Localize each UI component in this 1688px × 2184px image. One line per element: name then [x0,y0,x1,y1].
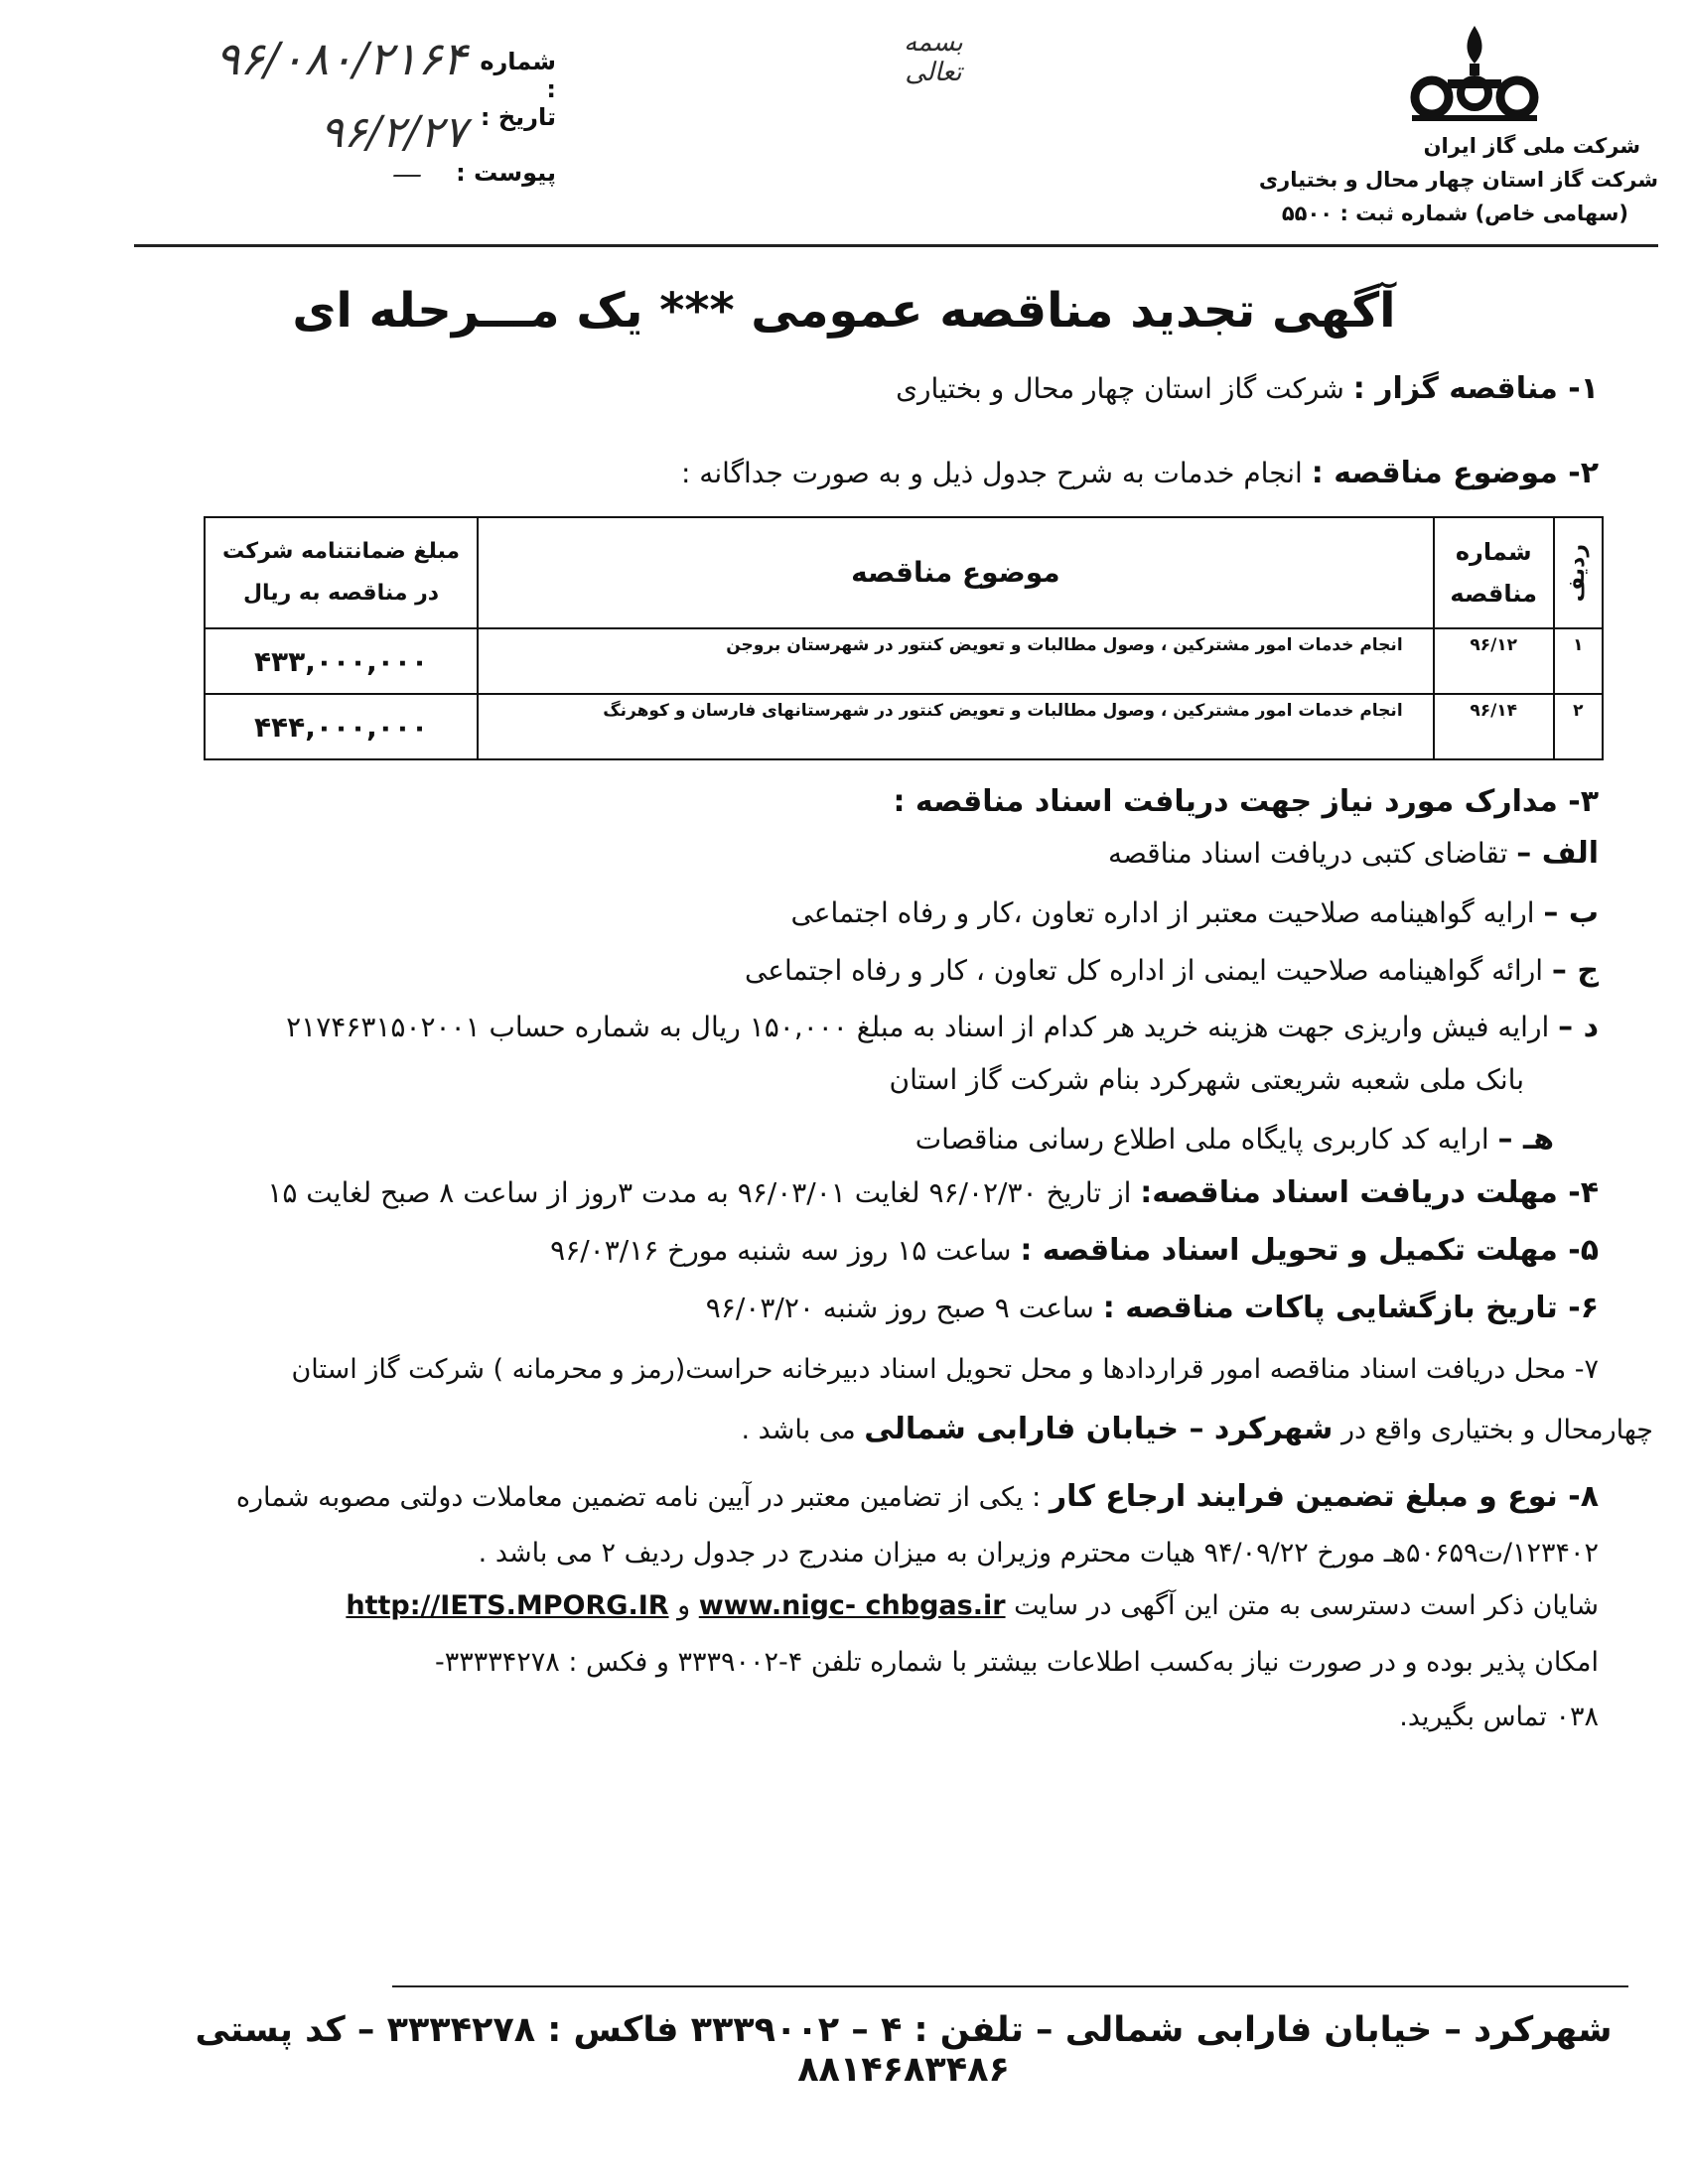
note-text-a: شایان ذکر است دسترسی به متن این آگهی در سایت [1005,1590,1599,1621]
doc-alef [298,834,1599,874]
doc-he-text: ارایه کد کاربری پایگاه ملی اطلاع رسانی مناقصات [914,1123,1498,1156]
item-5-text: ساعت ۱۵ روز سه شنبه مورخ ۹۶/۰۳/۱۶ [550,1234,1021,1267]
doc-be [298,893,1599,933]
doc-dal-text-1: ارایه فیش واریزی جهت هزینه خرید هر کدام از اسناد به مبلغ ۱۵۰,۰۰۰ ریال به شماره حساب ۲۱۷۴۶۳۱۵۰۲۰۰۱ [286,1011,1559,1043]
attachment-handwritten: — [392,157,422,192]
doc-he [298,1120,1554,1160]
cell-row-number: ۲ [1554,694,1603,759]
note-line-1 [223,1586,1599,1626]
footer-divider [392,1985,1628,1987]
site-link-nigc[interactable]: www.nigc- chbgas.ir [698,1590,1006,1621]
item-4 [258,1173,1599,1213]
table-row [205,628,1603,694]
note-line-2: امکان پذیر بوده و در صورت نیاز به‌کسب اطلاعات بیشتر با شماره تلفن ۴-۳۳۳۹۰۰۲ و فکس : ۳۳۳۳۴۲۷۸- [435,1647,1599,1678]
tender-table [204,516,1604,760]
cell-tender-number: ۹۶/۱۲ [1434,628,1554,694]
header-tender-number: شماره مناقصه [1434,517,1554,628]
date-handwritten: ۹۶/۲/۲۷ [320,107,467,158]
item-6 [298,1289,1599,1328]
item-8-line-1 [223,1477,1599,1518]
item-7-text-a: چهارمحال و بختیاری واقع در [1333,1415,1653,1445]
footer-contact: شهرکرد – خیابان فارابی شمالی – تلفن : ۴ – ۳۳۳۹۰۰۲ فاکس : ۳۳۳۴۲۷۸ – کد پستی ۸۸۱۴۶۸۳۴۸۶ [195,2010,1613,2090]
doc-he-lead: هـ – [1497,1122,1554,1157]
item-4-text: از تاریخ ۹۶/۰۲/۳۰ لغایت ۹۶/۰۳/۰۱ به مدت ۳روز از ساعت ۸ صبح لغایت ۱۵ [267,1176,1141,1209]
header-tender-subject: موضوع مناقصه [478,517,1434,628]
doc-jim-lead: ج – [1551,953,1599,988]
doc-be-text: ارایه گواهینامه صلاحیت معتبر از اداره تعاون ،کار و رفاه اجتماعی [790,896,1544,929]
item-8-text: : یکی از تضامین معتبر در آیین نامه تضمین معاملات دولتی مصوبه شماره [235,1482,1050,1513]
company-line-2: شرکت گاز استان چهار محال و بختیاری [1258,168,1658,192]
company-block [1092,129,1658,230]
item-1-lead: ۱- مناقصه گزار : [1352,371,1599,406]
note-and: و [668,1590,699,1621]
item-7-line-2 [298,1410,1653,1450]
item-6-lead: ۶- تاریخ بازگشایی پاکات مناقصه : [1102,1291,1599,1325]
doc-alef-lead: الف – [1516,836,1599,871]
cell-guarantee-amount: ۴۴۴,۰۰۰,۰۰۰ [205,694,478,759]
header-divider [134,244,1658,247]
item-1-text: شرکت گاز استان چهار محال و بختیاری [896,372,1353,405]
item-8-lead: ۸- نوع و مبلغ تضمین فرایند ارجاع کار [1049,1479,1599,1514]
item-2-text: انجام خدمات به شرح جدول ذیل و به صورت جداگانه : [680,457,1312,489]
item-6-text: ساعت ۹ صبح روز شنبه ۹۶/۰۳/۲۰ [705,1292,1103,1324]
basmala: بسمه تعالی [904,28,963,87]
item-4-lead: ۴- مهلت دریافت اسناد مناقصه: [1140,1175,1599,1210]
number-handwritten: ۹۶/۰۸۰/۲۱۶۴ [214,32,467,85]
page-title: آگهی تجدید مناقصه عمومی *** یک مـــرحله ای [292,283,1396,339]
item-2-lead: ۲- موضوع مناقصه : [1311,456,1599,490]
doc-alef-text: تقاضای کتبی دریافت اسناد مناقصه [1107,837,1517,870]
company-logo [1400,20,1549,129]
item-7-address: شهرکرد – خیابان فارابی شمالی [864,1412,1334,1446]
doc-be-lead: ب – [1543,895,1599,930]
item-8-line-2: ۱۲۳۴۰۲/ت۵۰۶۵۹هـ مورخ ۹۴/۰۹/۲۲ هیات محترم وزیران به میزان مندرج در جدول ردیف ۲ می باشد . [478,1538,1599,1569]
doc-jim [298,951,1599,991]
table-row [205,694,1603,759]
doc-dal-lead: د – [1558,1010,1599,1044]
site-link-iets[interactable]: http://IETS.MPORG.IR [346,1590,669,1621]
doc-jim-text: ارائه گواهینامه صلاحیت ایمنی از اداره کل تعاون ، کار و رفاه اجتماعی [744,954,1552,987]
table-header-row [205,517,1603,628]
doc-dal [228,1008,1599,1047]
company-line-3: (سهامی خاص) شماره ثبت : ۵۵۰۰ [1281,202,1628,225]
cell-row-number: ۱ [1554,628,1603,694]
cell-tender-number: ۹۶/۱۴ [1434,694,1554,759]
item-2 [298,454,1599,493]
cell-guarantee-amount: ۴۳۳,۰۰۰,۰۰۰ [205,628,478,694]
header-row-number: ردیف [1554,517,1603,628]
item-1 [298,369,1599,409]
documents-heading: ۳- مدارک مورد نیاز جهت دریافت اسناد مناقصه : [893,784,1599,819]
note-line-3: ۰۳۸ تماس بگیرید. [1399,1702,1599,1732]
doc-dal-continued: بانک ملی شعبه شریعتی شهرکرد بنام شرکت گاز استان [889,1063,1524,1096]
attachment-label: پیوست : [456,159,556,187]
item-5 [298,1231,1599,1271]
date-label: تاریخ : [480,103,556,131]
cell-tender-subject: انجام خدمات امور مشترکین ، وصول مطالبات و تعویض کنتور در شهرستان بروجن [478,628,1434,694]
item-7-line-1: ۷- محل دریافت اسناد مناقصه امور قراردادها و محل تحویل اسناد دبیرخانه حراست(رمز و محرمانه ) شرکت گاز استان [291,1354,1599,1385]
header-guarantee-amount: مبلغ ضمانتنامه شرکت در مناقصه به ریال [205,517,478,628]
cell-tender-subject: انجام خدمات امور مشترکین ، وصول مطالبات و تعویض کنتور در شهرستانهای فارسان و کوهرنگ [478,694,1434,759]
item-7-text-c: می باشد . [741,1415,865,1445]
number-label: شماره : [480,48,556,103]
item-5-lead: ۵- مهلت تکمیل و تحویل اسناد مناقصه : [1020,1233,1599,1268]
company-line-1: شرکت ملی گاز ایران [1423,134,1640,158]
